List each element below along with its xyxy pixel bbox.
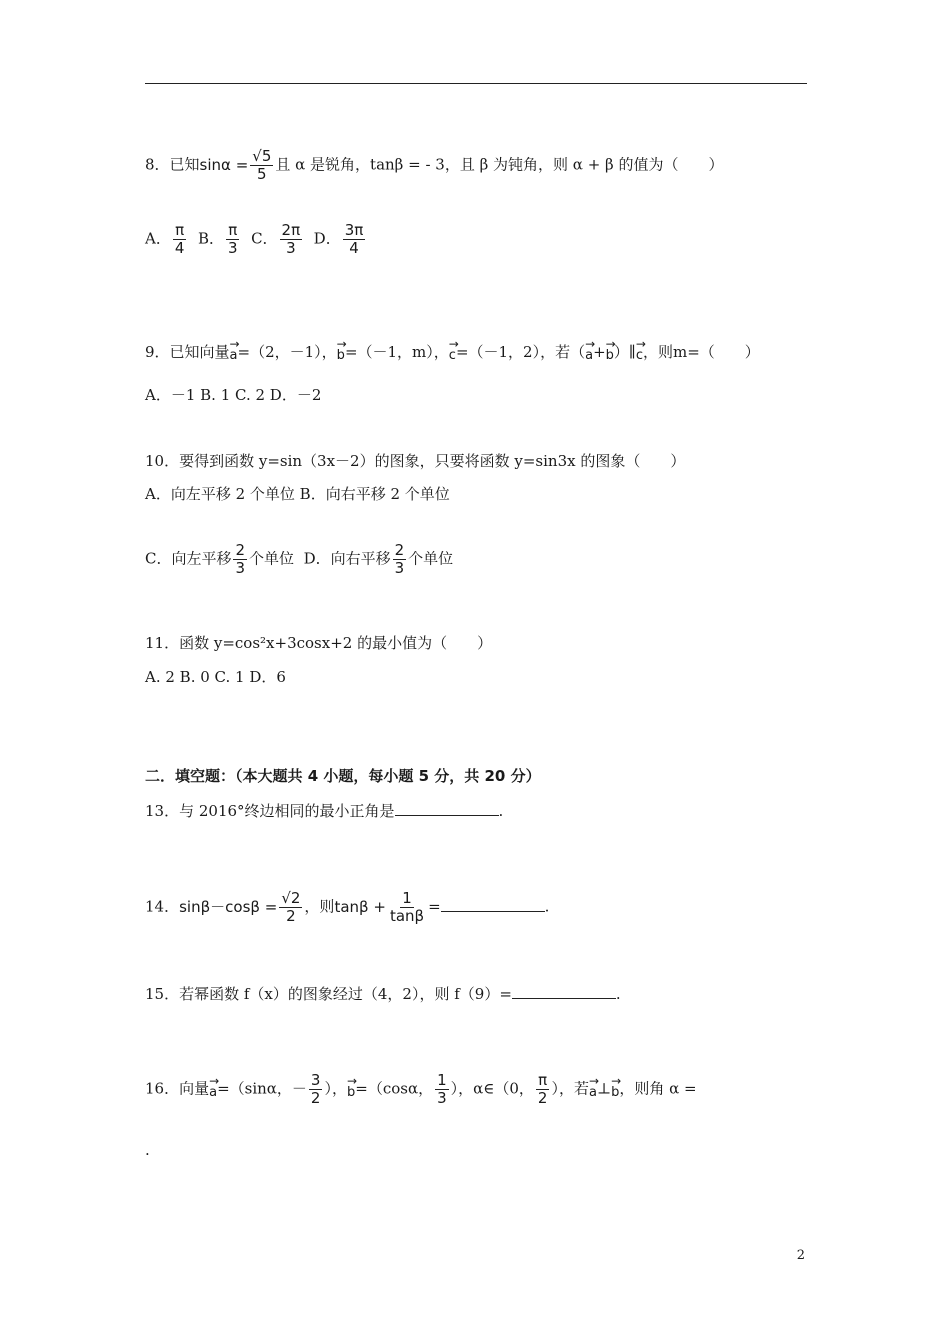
q13-text: 13．与 2016°终边相同的最小正角是 (145, 802, 395, 820)
q14-tan-label: tanβ + (334, 898, 386, 916)
q15-end: . (615, 985, 621, 1003)
q8-option-b-den: 3 (227, 239, 238, 257)
q14-fraction-2 (388, 890, 426, 925)
q8-option-c (280, 222, 303, 257)
vector-c: → c (449, 340, 456, 366)
q16-r-close: ），若 (551, 1079, 589, 1098)
q16-range-frac (536, 1072, 550, 1107)
q16-vector-b: → b (347, 1077, 355, 1103)
q13-end: . (498, 802, 504, 820)
q8-prefix: 8．已知 (145, 155, 200, 174)
q16-a-num: 3 (310, 1071, 321, 1089)
q9-parallel: ）∥ (613, 343, 636, 361)
q11-options: A. 2 B. 0 C. 1 D．6 (145, 668, 286, 686)
q9-plus: + (593, 343, 606, 361)
q8-option-a-den: 4 (174, 239, 185, 257)
q10-option-d-frac (393, 542, 407, 577)
q14-frac2-num: 1 (402, 889, 412, 907)
q8-frac-den: 5 (257, 165, 267, 183)
q16-vector-a: → a (209, 1077, 217, 1103)
q9-tail: ，则m=（ ） (643, 343, 760, 361)
vector-a-sum: → a (585, 340, 593, 366)
q8-option-b-num: π (228, 221, 238, 239)
q16-b-open: =（cosα， (355, 1079, 434, 1098)
question-16 (145, 1072, 697, 1107)
q16-b-num: 1 (437, 1071, 447, 1089)
vector-b: → b (337, 340, 345, 366)
q16-r-den: 2 (537, 1089, 548, 1107)
question-15 (145, 984, 621, 1004)
q16-tail: ，则角 α = (619, 1079, 697, 1098)
q14-answer-blank[interactable] (441, 897, 545, 912)
q8-frac-num: √5 (252, 147, 272, 165)
question-13 (145, 801, 503, 821)
q16-perp: ⊥ (596, 1079, 612, 1098)
q14-expr-text: sinβ－cosβ = (179, 898, 278, 916)
vector-a: → a (230, 340, 238, 366)
q10-option-d-pre: D．向右平移 (303, 549, 391, 568)
q16-a-open: =（sinα，－ (217, 1079, 307, 1098)
q9-b-value: =（－1，m）， (344, 343, 449, 361)
question-9 (145, 340, 760, 366)
q8-option-d-label: D． (313, 229, 341, 248)
q10-option-d-post: 个单位 (408, 549, 454, 568)
q9-prefix: 9．已知向量 (145, 343, 230, 361)
q16-alpha-range: ，α∈（0， (458, 1079, 534, 1098)
vector-b-sum: → b (606, 340, 614, 366)
q16-end: . (145, 1141, 150, 1159)
q10-option-c-post: 个单位 (249, 549, 295, 568)
q8-option-d-den: 4 (349, 239, 359, 257)
q8-sin-expr (200, 148, 276, 183)
question-14 (145, 890, 549, 925)
question-10: 10．要得到函数 y=sin（3x－2）的图象，只要将函数 y=sin3x 的图象（ ） (145, 452, 686, 470)
q16-a-frac (309, 1072, 323, 1107)
q15-text: 15．若幂函数 f（x）的图象经过（4，2），则 f（9）= (145, 985, 512, 1003)
q8-option-a-label: A． (145, 229, 171, 248)
q16-vector-b-perp: → b (611, 1077, 619, 1103)
section-title: 二．填空题：（本大题共 4 小题，每小题 5 分，共 20 分） (145, 767, 541, 785)
q14-expr-left (179, 890, 304, 925)
header-rule (145, 83, 807, 84)
vector-c-parallel: → c (636, 340, 643, 366)
q14-tan-expr (334, 890, 428, 925)
q10-options-cd (145, 542, 453, 577)
page-number: 2 (796, 1248, 805, 1263)
q8-option-b-label: B． (197, 229, 224, 248)
q14-frac-num: √2 (281, 889, 301, 907)
q8-option-b (226, 222, 240, 257)
q8-option-d-num: 3π (344, 221, 364, 239)
q8-option-a-num: π (175, 221, 185, 239)
q8-options (145, 222, 367, 257)
q16-a-den: 2 (310, 1089, 321, 1107)
q10-c-den: 3 (235, 559, 246, 577)
q9-options: A．－1 B. 1 C. 2 D．－2 (145, 386, 322, 404)
q8-option-c-num: 2π (281, 221, 301, 239)
q14-fraction (279, 890, 302, 925)
q8-option-c-den: 3 (286, 239, 296, 257)
q14-label: 14． (145, 897, 180, 916)
q8-suffix: 且 α 是锐角，tanβ = - 3，且 β 为钝角，则 α + β 的值为（ ） (275, 155, 724, 174)
q14-mid: ，则 (304, 897, 335, 916)
q16-r-num: π (538, 1071, 548, 1089)
q14-frac2-den: tanβ (389, 907, 425, 925)
q8-option-c-label: C． (251, 229, 278, 248)
q10-option-c-frac (233, 542, 247, 577)
q16-prefix: 16．向量 (145, 1079, 210, 1098)
q16-b-den: 3 (437, 1089, 447, 1107)
q10-option-c-pre: C．向左平移 (145, 549, 232, 568)
q16-b-frac (435, 1072, 449, 1107)
q13-answer-blank[interactable] (395, 801, 499, 816)
q16-b-close: ） (450, 1079, 459, 1098)
question-11: 11．函数 y=cos²x+3cosx+2 的最小值为（ ） (145, 634, 493, 652)
q14-end: . (544, 897, 550, 916)
q8-option-d (343, 222, 366, 257)
q16-a-close: ）， (324, 1079, 347, 1098)
q9-c-value: =（－1，2），若（ (455, 343, 586, 361)
q14-eq: = (428, 897, 441, 916)
q14-frac-den: 2 (286, 907, 296, 925)
q10-c-num: 2 (235, 541, 246, 559)
q10-options-ab: A．向左平移 2 个单位 B．向右平移 2 个单位 (145, 485, 450, 503)
q8-option-a (173, 222, 187, 257)
q15-answer-blank[interactable] (512, 984, 616, 999)
q10-d-num: 2 (394, 541, 405, 559)
q16-vector-a-perp: → a (589, 1077, 597, 1103)
q10-d-den: 3 (394, 559, 405, 577)
q8-sin-label: sinα = (199, 156, 249, 174)
question-8 (145, 148, 723, 183)
q9-a-value: =（2，－1）， (237, 343, 337, 361)
q8-fraction (250, 148, 273, 183)
